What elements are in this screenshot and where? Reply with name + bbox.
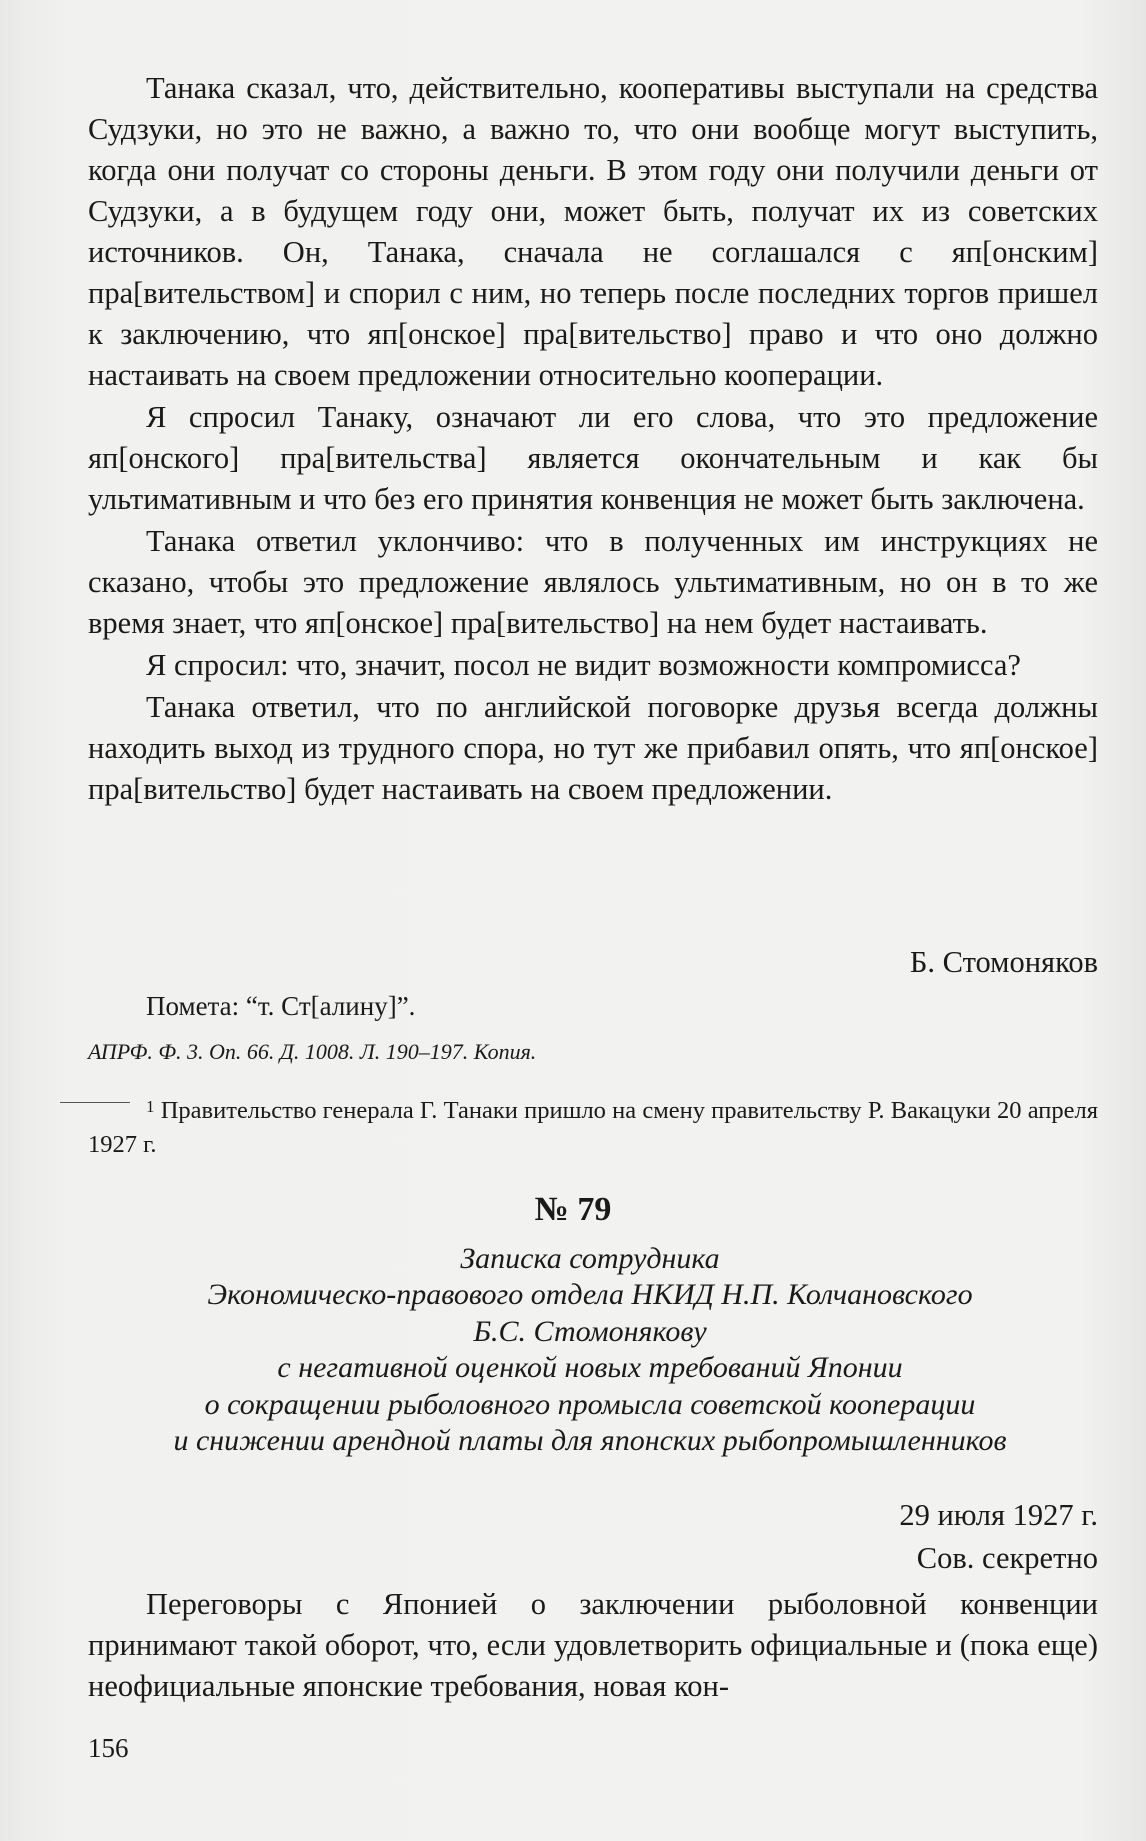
main-text: [88, 68, 1098, 810]
footnote-marker: 1: [146, 1097, 155, 1116]
document-heading: [120, 1241, 1060, 1459]
classification-mark: Сов. секретно: [916, 1541, 1098, 1575]
paragraph-5: Танака ответил, что по английской поговорке друзья всегда должны находить выход из трудного спора, но тут же прибавил опять, что яп[онское] пра[вительство] будет настаивать на своем предложении.: [88, 690, 1098, 806]
document-date: 29 июля 1927 г.: [899, 1498, 1098, 1532]
footnote-text: Правительство генерала Г. Танаки пришло на смену правительству Р. Вакацуки 20 апреля 1927 г.: [88, 1097, 1098, 1158]
heading-line: и снижении арендной платы для японских рыбопромышленников: [173, 1424, 1007, 1458]
document-body-paragraph: Переговоры с Японией о заключении рыболовной конвенции принимают такой оборот, что, если удовлетворить официальные и (пока еще) неофициальные японские требования, новая кон-: [88, 1587, 1098, 1703]
heading-line: Экономическо-правового отдела НКИД Н.П. Колчановского: [207, 1278, 973, 1312]
footnote: [88, 1090, 1098, 1162]
heading-line: с негативной оценкой новых требований Японии: [277, 1351, 903, 1385]
signature: Б. Стомоняков: [909, 945, 1098, 979]
document-number: № 79: [534, 1191, 612, 1228]
paragraph-3: Танака ответил уклончиво: что в полученных им инструкциях не сказано, чтобы это предложение являлось ультимативным, но он в то же время знает, что яп[онское] пра[вительство] на нем будет настаивать.: [88, 524, 1098, 640]
heading-line: Б.С. Стомонякову: [473, 1314, 707, 1348]
paragraph-2: Я спросил Танаку, означают ли его слова, что это предложение яп[онского] пра[вительства] является окончательным и как бы ультимативным и что без его принятия конвенция не может быть заключена.: [88, 400, 1098, 516]
document-body: [88, 1584, 1098, 1707]
archive-source: АПРФ. Ф. 3. Оп. 66. Д. 1008. Л. 190–197. Копия.: [88, 1039, 537, 1064]
heading-line: Записка сотрудника: [460, 1242, 720, 1275]
heading-line: о сокращении рыболовного промысла советской кооперации: [204, 1387, 976, 1421]
annotation-note: Помета: “т. Ст[алину]”.: [146, 991, 416, 1021]
paragraph-4: Я спросил: что, значит, посол не видит возможности компромисса?: [146, 648, 1021, 682]
page-number: 156: [88, 1733, 129, 1763]
paragraph-1: Танака сказал, что, действительно, кооперативы выступали на средства Судзуки, но это не важно, а важно то, что они вообще могут выступить, когда они получат со стороны деньги. В этом году они получили деньги от Судзуки, а в будущем году они, может быть, получат их из советских источников. Он, Танака, сначала не соглашался с яп[онским] пра[вительством] и спорил с ним, но теперь после последних торгов пришел к заключению, что яп[онское] пра[вительство] право и что оно должно настаивать на своем предложении относительно кооперации.: [88, 71, 1098, 392]
